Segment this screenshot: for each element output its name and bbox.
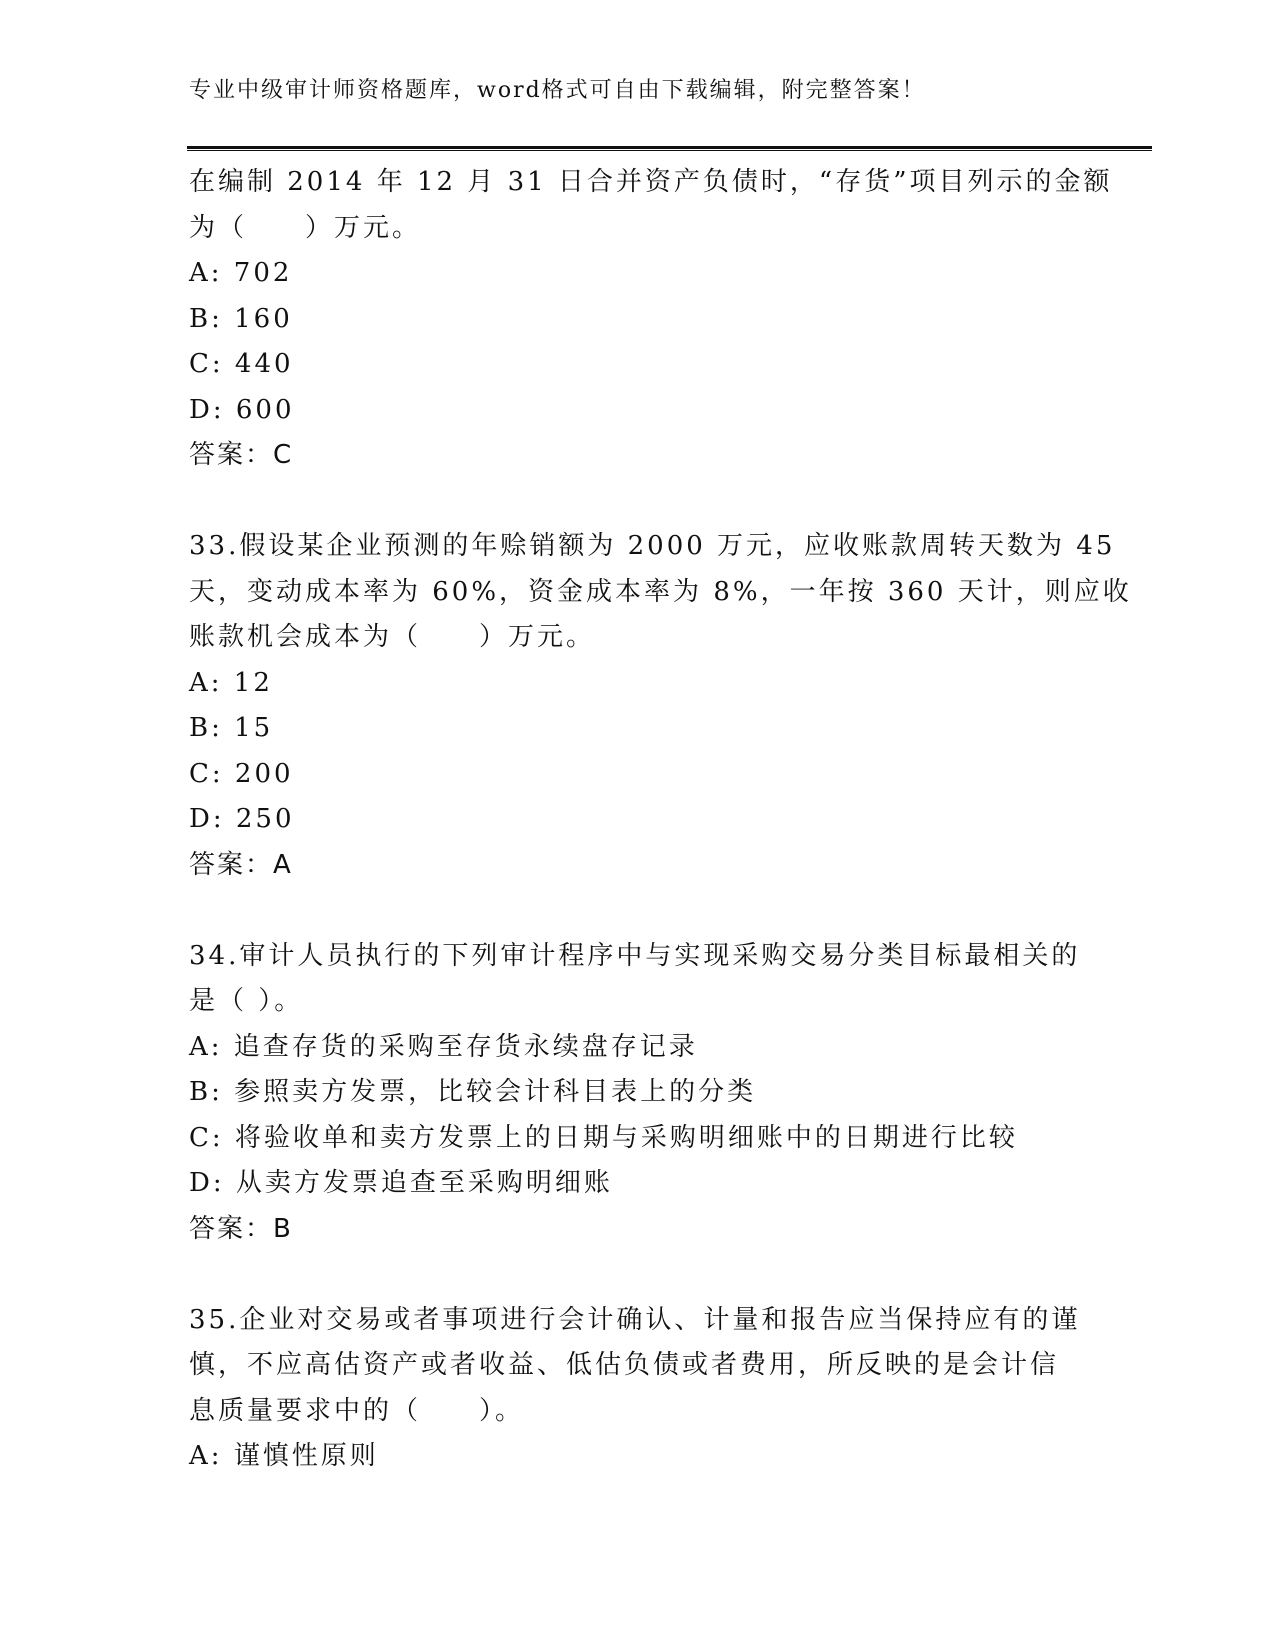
- answer-line: 答案：A: [189, 849, 293, 880]
- question-stem-line: 息质量要求中的（ ）。: [189, 1395, 525, 1426]
- option-d: D: 从卖方发票追查至采购明细账: [189, 1168, 613, 1198]
- spacer: [189, 1252, 1089, 1298]
- option-a: A: 702: [189, 258, 293, 288]
- option-a: A: 谨慎性原则: [189, 1441, 379, 1471]
- option-c: C: 将验收单和卖方发票上的日期与采购明细账中的日期进行比较: [189, 1122, 1018, 1153]
- question-stem-line: 为（ ）万元。: [189, 212, 422, 243]
- question-stem-line: 33.假设某企业预测的年赊销额为 2000 万元，应收账款周转天数为 45: [189, 531, 1116, 561]
- question-content: [189, 160, 1132, 1480]
- answer-line: 答案：C: [189, 440, 294, 470]
- question-stem-line: 在编制 2014 年 12 月 31 日合并资产负债时，“存货”项目列示的金额: [189, 167, 1113, 197]
- question-stem-line: 34.审计人员执行的下列审计程序中与实现采购交易分类目标最相关的: [189, 940, 1081, 971]
- question-stem-line: 天，变动成本率为 60%，资金成本率为 8%，一年按 360 天计，则应收: [189, 576, 1132, 607]
- option-a: A: 12: [189, 667, 273, 698]
- option-b: B: 参照卖方发票，比较会计科目表上的分类: [189, 1077, 757, 1107]
- question-stem-line: 是（ ）。: [189, 986, 304, 1016]
- page-header: 专业中级审计师资格题库，word格式可自由下载编辑，附完整答案！: [189, 78, 926, 103]
- question-stem-line: 35.企业对交易或者事项进行会计确认、计量和报告应当保持应有的谨: [189, 1304, 1081, 1335]
- answer-line: 答案：B: [189, 1213, 293, 1244]
- option-b: B: 160: [189, 303, 293, 334]
- option-d: D: 250: [189, 804, 295, 834]
- header-divider: [187, 146, 1152, 151]
- option-a: A: 追查存货的采购至存货永续盘存记录: [189, 1031, 698, 1062]
- option-c: C: 440: [189, 349, 294, 379]
- option-b: B: 15: [189, 713, 274, 743]
- option-d: D: 600: [189, 394, 295, 425]
- option-c: C: 200: [189, 758, 294, 789]
- question-stem-line: 慎，不应高估资产或者收益、低估负债或者费用，所反映的是会计信: [189, 1350, 1060, 1380]
- question-stem-line: 账款机会成本为（ ）万元。: [189, 622, 596, 652]
- spacer: [189, 888, 1089, 934]
- spacer: [189, 479, 1089, 525]
